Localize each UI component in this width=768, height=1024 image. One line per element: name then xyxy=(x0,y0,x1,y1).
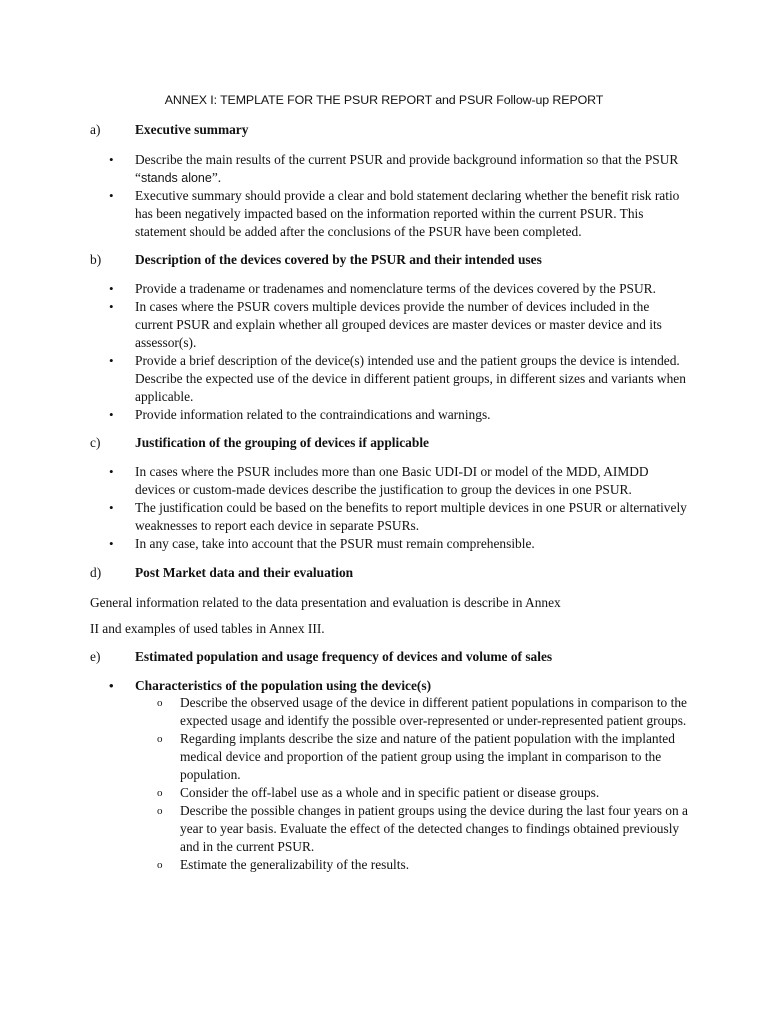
sub-list-item: o Describe the observed usage of the device in different patient populations in comparison to the expected usage and identify the possible over-represented or under-represented patient groups. xyxy=(157,695,687,728)
section-title: Executive summary xyxy=(135,122,249,137)
section-title: Description of the devices covered by the PSUR and their intended uses xyxy=(135,252,542,267)
section-label: c) xyxy=(90,435,101,450)
section-a-list xyxy=(90,151,690,241)
quoted-text: stands alone xyxy=(140,171,212,185)
section-title: Justification of the grouping of devices if applicable xyxy=(135,435,429,450)
list-item: • Characteristics of the population using the device(s) xyxy=(109,678,432,693)
list-item: • Provide a tradename or tradenames and nomenclature terms of the devices covered by the PSUR. xyxy=(109,281,656,296)
list-item: • In any case, take into account that the PSUR must remain comprehensible. xyxy=(109,536,535,551)
section-title: Estimated population and usage frequency of devices and volume of sales xyxy=(135,649,553,664)
paragraph: II and examples of used tables in Annex III. xyxy=(90,621,325,636)
circle-bullet-icon: o xyxy=(157,787,163,799)
list-item: • Provide information related to the contraindications and warnings. xyxy=(109,407,491,422)
section-e-sublist xyxy=(135,694,695,874)
circle-bullet-icon: o xyxy=(157,805,163,817)
circle-bullet-icon: o xyxy=(157,733,163,745)
document-title: ANNEX I: TEMPLATE FOR THE PSUR REPORT and PSUR Follow-up REPORT xyxy=(164,93,604,107)
bullet-icon: • xyxy=(109,281,114,296)
sub-list-item: o Regarding implants describe the size and nature of the patient population with the implanted medical device and proportion of the patient group using the implant in comparison to the population. xyxy=(157,731,675,782)
circle-bullet-icon: o xyxy=(157,697,163,709)
bullet-icon: • xyxy=(109,500,114,515)
section-b-list xyxy=(90,280,690,424)
bullet-icon: • xyxy=(109,407,114,422)
list-item: • In cases where the PSUR covers multiple devices provide the number of devices included in the current PSUR and explain whether all grouped devices are master devices or master device and its assessor(s). xyxy=(109,299,662,350)
section-label: e) xyxy=(90,649,101,664)
list-item: • In cases where the PSUR includes more than one Basic UDI-DI or model of the MDD, AIMDD devices or custom-made devices describe the justification to group the devices in one PSUR. xyxy=(109,464,649,497)
bullet-icon: • xyxy=(109,464,114,479)
sub-list-item: o Consider the off-label use as a whole and in specific patient or disease groups. xyxy=(157,785,600,800)
paragraph: General information related to the data presentation and evaluation is describe in Annex xyxy=(90,595,561,610)
bullet-icon: • xyxy=(109,536,114,551)
section-label: d) xyxy=(90,565,102,580)
section-e-list xyxy=(90,677,690,695)
bullet-icon: • xyxy=(109,299,114,314)
bullet-icon: • xyxy=(109,188,114,203)
list-item: • Describe the main results of the current PSUR and provide background information so that the PSUR “stands alone”. xyxy=(109,152,679,185)
section-label: a) xyxy=(90,122,101,137)
list-item: • Executive summary should provide a clear and bold statement declaring whether the benefit risk ratio has been negatively impacted based on the information reported within the current PSUR. This statement should be added after the conclusions of the PSUR have been completed. xyxy=(109,188,680,239)
section-c-list xyxy=(90,463,690,553)
sub-list-item: o Estimate the generalizability of the results. xyxy=(157,857,410,872)
section-title: Post Market data and their evaluation xyxy=(135,565,354,580)
list-item: • Provide a brief description of the device(s) intended use and the patient groups the device is intended. Describe the expected use of the device in different patient groups, in different sizes and variants when applicable. xyxy=(109,353,686,404)
section-label: b) xyxy=(90,252,102,267)
sub-list-item: o Describe the possible changes in patient groups using the device during the last four years on a year to year basis. Evaluate the effect of the detected changes to findings obtained previously and in the current PSUR. xyxy=(157,803,688,854)
bullet-icon: • xyxy=(109,152,114,167)
circle-bullet-icon: o xyxy=(157,859,163,871)
bullet-icon: • xyxy=(109,353,114,368)
list-item: • The justification could be based on the benefits to report multiple devices in one PSUR or alternatively weaknesses to report each device in separate PSURs. xyxy=(109,500,687,533)
bullet-icon: • xyxy=(109,678,114,693)
